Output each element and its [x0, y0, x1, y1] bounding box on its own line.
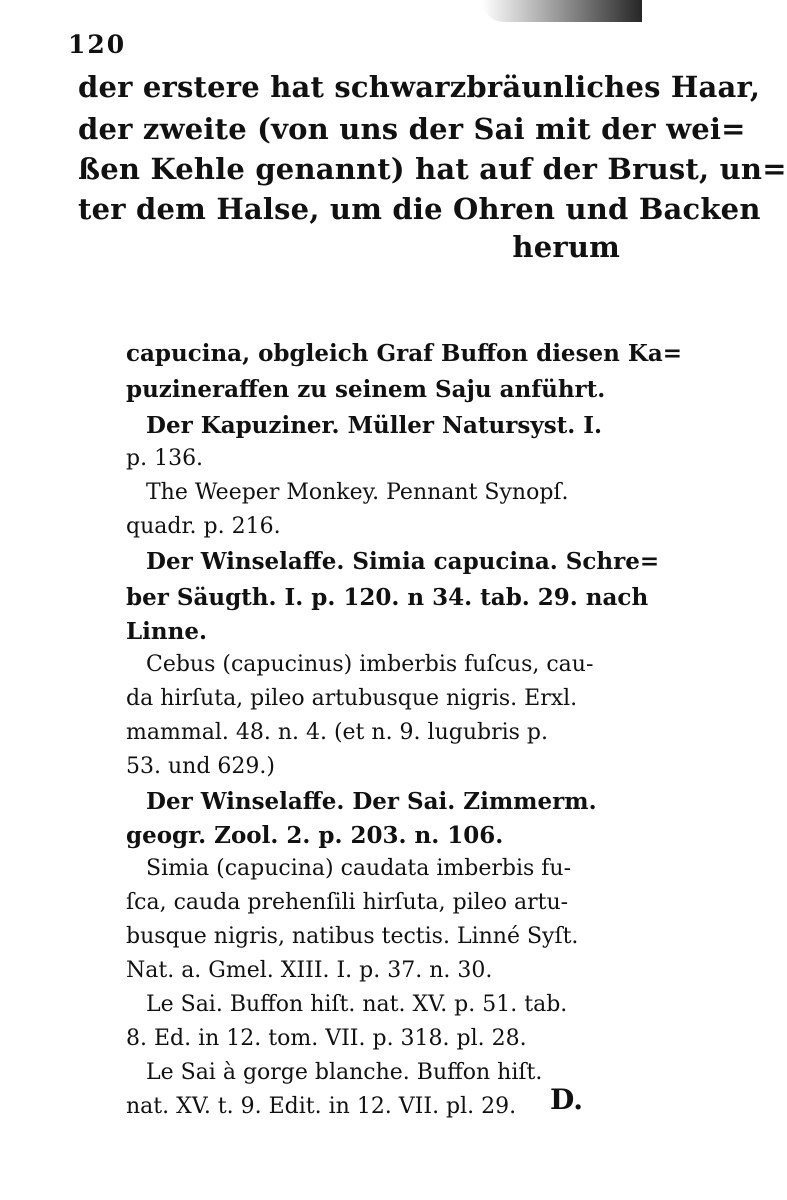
reference-line: Nat. a. Gmel. XIII. I. p. 37. n. 30. — [126, 958, 493, 983]
reference-line: Le Sai. Buffon hiſt. nat. XV. p. 51. tab. — [146, 992, 568, 1017]
body-line-4: ter dem Halse, um die Ohren und Backen — [78, 192, 761, 226]
reference-line: Der Kapuziner. Müller Natursyst. I. — [146, 412, 603, 439]
reference-line: p. 136. — [126, 446, 204, 471]
reference-line: 8. Ed. in 12. tom. VII. p. 318. pl. 28. — [126, 1026, 527, 1051]
reference-line: Der Winselaffe. Der Sai. Zimmerm. — [146, 788, 597, 815]
reference-line: busque nigris, natibus tectis. Linné Syſt. — [126, 924, 579, 949]
reference-line: geogr. Zool. 2. p. 203. n. 106. — [126, 822, 504, 849]
reference-line: puzineraffen zu seinem Saju anführt. — [126, 376, 606, 403]
body-line-3: ßen Kehle genannt) hat auf der Brust, un= — [78, 152, 787, 186]
catchword: D. — [550, 1083, 584, 1116]
reference-line: mammal. 48. n. 4. (et n. 9. lugubris p. — [126, 720, 548, 745]
reference-line: capucina, obgleich Graf Buffon diesen Ka= — [126, 340, 683, 367]
reference-line: ſca, cauda prehenſili hirſuta, pileo artu- — [126, 890, 569, 915]
body-line-2: der zweite (von uns der Sai mit der wei= — [78, 112, 746, 146]
reference-line: quadr. p. 216. — [126, 514, 281, 539]
page-number: 120 — [68, 30, 127, 59]
reference-line: Der Winselaffe. Simia capucina. Schre= — [146, 548, 660, 575]
body-line-1: der erstere hat schwarzbräunliches Haar, — [78, 70, 761, 104]
reference-line: Le Sai à gorge blanche. Buffon hiſt. — [146, 1060, 543, 1085]
reference-line: 53. und 629.) — [126, 754, 275, 779]
body-last-word: herum — [512, 230, 620, 264]
reference-line: da hirſuta, pileo artubusque nigris. Erxl. — [126, 686, 578, 711]
reference-line: Linne. — [126, 618, 207, 645]
page-edge-shadow — [482, 0, 642, 22]
reference-line: Simia (capucina) caudata imberbis fu- — [146, 856, 572, 881]
reference-line: nat. XV. t. 9. Edit. in 12. VII. pl. 29. — [126, 1094, 517, 1119]
reference-line: ber Säugth. I. p. 120. n 34. tab. 29. nach — [126, 584, 649, 611]
reference-line: The Weeper Monkey. Pennant Synopſ. — [146, 480, 569, 505]
reference-line: Cebus (capucinus) imberbis fuſcus, cau- — [146, 652, 594, 677]
